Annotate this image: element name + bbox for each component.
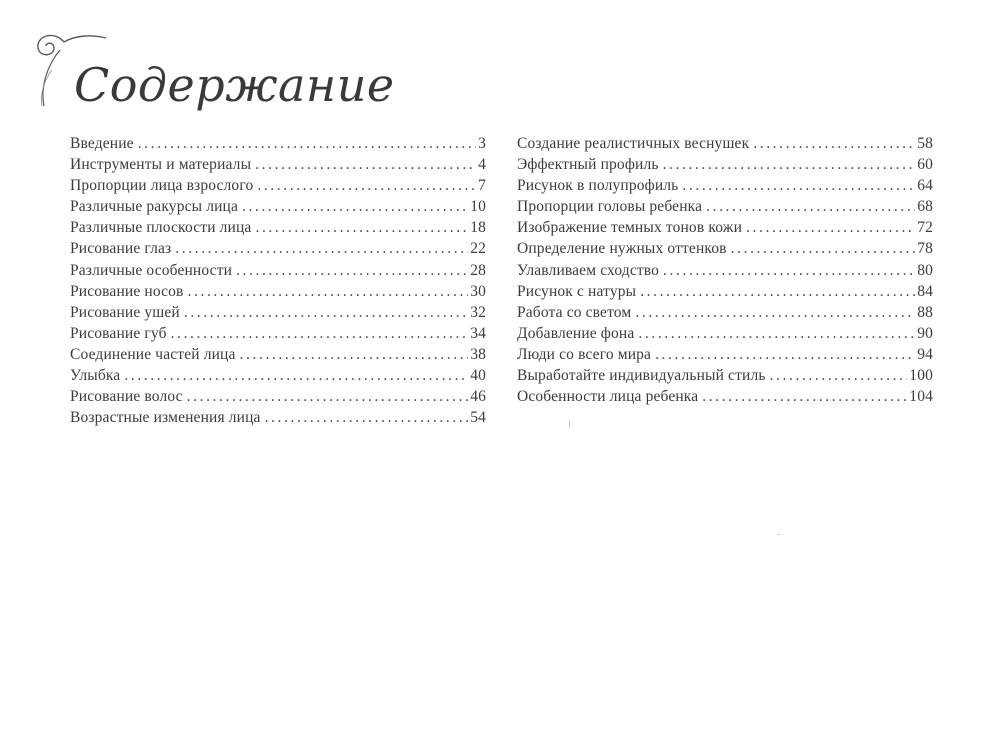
toc-entry (70, 407, 486, 428)
toc-leader-dots (655, 344, 915, 365)
toc-entry (517, 344, 933, 365)
toc-leader-dots (770, 365, 908, 386)
toc-leader-dots (731, 238, 916, 259)
toc-leader-dots (138, 133, 476, 154)
toc-leader-dots (663, 260, 915, 281)
toc-entry-title: Пропорции головы ребенка (517, 198, 703, 216)
toc-entry-page: 38 (470, 345, 486, 363)
toc-leader-dots (236, 260, 468, 281)
toc-entry-title: Рисунок с натуры (517, 282, 637, 300)
toc-leader-dots (702, 386, 907, 407)
toc-entry (517, 217, 933, 238)
toc-entry-page: 94 (917, 345, 933, 363)
toc-entry (517, 154, 933, 175)
toc-left-column (70, 133, 486, 428)
toc-entry-title: Добавление фона (517, 324, 635, 342)
toc-leader-dots (257, 175, 476, 196)
toc-entry-page: 84 (917, 282, 933, 300)
toc-entry (517, 386, 933, 407)
toc-leader-dots (265, 407, 469, 428)
toc-leader-dots (255, 217, 468, 238)
toc-entry (517, 175, 933, 196)
toc-entry-title: Рисование волос (70, 388, 183, 406)
scan-speck (569, 420, 570, 428)
toc-leader-dots (753, 133, 915, 154)
toc-leader-dots (663, 154, 916, 175)
toc-leader-dots (706, 196, 915, 217)
toc-entry (517, 323, 933, 344)
toc-entry (517, 365, 933, 386)
toc-entry-title: Рисование носов (70, 282, 184, 300)
toc-leader-dots (240, 344, 469, 365)
toc-entry (70, 386, 486, 407)
toc-entry-title: Различные особенности (70, 261, 233, 279)
toc-entry (517, 302, 933, 323)
toc-entry-title: Изображение темных тонов кожи (517, 219, 743, 237)
toc-right-column (517, 133, 933, 407)
toc-entry-page: 40 (470, 367, 486, 385)
toc-entry-page: 72 (917, 219, 933, 237)
toc-entry-title: Введение (70, 135, 134, 152)
toc-entry-page: 4 (478, 156, 486, 174)
title-block (30, 24, 395, 124)
toc-entry-page: 100 (909, 367, 933, 385)
toc-entry (70, 365, 486, 386)
toc-entry-title: Различные плоскости лица (70, 219, 252, 237)
toc-entry-page: 28 (470, 261, 486, 279)
toc-entry (70, 344, 486, 365)
toc-leader-dots (175, 238, 468, 259)
toc-entry-page: 22 (470, 240, 486, 258)
toc-leader-dots (124, 365, 468, 386)
toc-entry-title: Выработайте индивидуальный стиль (517, 367, 766, 385)
toc-entry (70, 133, 486, 154)
toc-leader-dots (171, 323, 469, 344)
toc-entry (517, 260, 933, 281)
toc-entry (70, 323, 486, 344)
toc-entry-title: Улыбка (70, 367, 121, 385)
toc-leader-dots (188, 281, 469, 302)
toc-entry (70, 238, 486, 259)
page-title: Содержание (74, 58, 395, 112)
toc-entry-title: Рисование губ (70, 324, 167, 342)
toc-entry-title: Особенности лица ребенка (517, 388, 699, 406)
toc-entry-title: Работа со светом (517, 303, 632, 321)
toc-entry-title: Рисование глаз (70, 240, 172, 258)
toc-entry (70, 196, 486, 217)
toc-entry (70, 175, 486, 196)
toc-entry-title: Пропорции лица взрослого (70, 177, 254, 195)
toc-entry-title: Эффектный профиль (517, 156, 659, 174)
toc-entry (517, 281, 933, 302)
toc-entry-page: 64 (917, 177, 933, 195)
toc-leader-dots (682, 175, 915, 196)
toc-leader-dots (638, 323, 915, 344)
toc-entry-page: 80 (917, 261, 933, 279)
toc-entry-page: 7 (478, 177, 486, 195)
toc-entry-title: Различные ракурсы лица (70, 198, 239, 216)
toc-leader-dots (640, 281, 915, 302)
toc-entry-page: 90 (917, 324, 933, 342)
toc-entry-page: 10 (470, 198, 486, 216)
toc-entry-page: 88 (917, 303, 933, 321)
toc-entry (70, 281, 486, 302)
toc-entry-page: 78 (917, 240, 933, 258)
toc-entry-title: Соединение частей лица (70, 345, 236, 363)
toc-leader-dots (242, 196, 468, 217)
toc-entry (517, 196, 933, 217)
toc-entry-page: 3 (478, 135, 486, 152)
toc-leader-dots (184, 302, 468, 323)
toc-entry-title: Определение нужных оттенков (517, 240, 727, 258)
toc-entry-page: 18 (470, 219, 486, 237)
toc-entry-page: 34 (470, 324, 486, 342)
toc-leader-dots (255, 154, 476, 175)
toc-entry-page: 60 (917, 156, 933, 174)
toc-entry (70, 217, 486, 238)
toc-entry-title: Создание реалистичных веснушек (517, 135, 750, 152)
toc-leader-dots (746, 217, 915, 238)
toc-entry-title: Рисование ушей (70, 303, 180, 321)
toc-entry-page: 68 (917, 198, 933, 216)
toc-entry-title: Улавливаем сходство (517, 261, 660, 279)
toc-entry-title: Люди со всего мира (517, 345, 652, 363)
toc-entry-title: Инструменты и материалы (70, 156, 252, 174)
scan-speck (777, 534, 780, 535)
toc-entry-page: 46 (470, 388, 486, 406)
toc-entry-page: 54 (470, 409, 486, 427)
toc-entry-title: Рисунок в полупрофиль (517, 177, 679, 195)
toc-entry-page: 32 (470, 303, 486, 321)
toc-entry-page: 30 (470, 282, 486, 300)
toc-entry (70, 260, 486, 281)
toc-entry (70, 302, 486, 323)
toc-entry (70, 154, 486, 175)
toc-entry (517, 133, 933, 154)
toc-leader-dots (187, 386, 469, 407)
toc-entry-title: Возрастные изменения лица (70, 409, 261, 427)
toc-entry-page: 58 (917, 135, 933, 152)
toc-leader-dots (635, 302, 915, 323)
toc-entry-page: 104 (909, 388, 933, 406)
toc-entry (517, 238, 933, 259)
